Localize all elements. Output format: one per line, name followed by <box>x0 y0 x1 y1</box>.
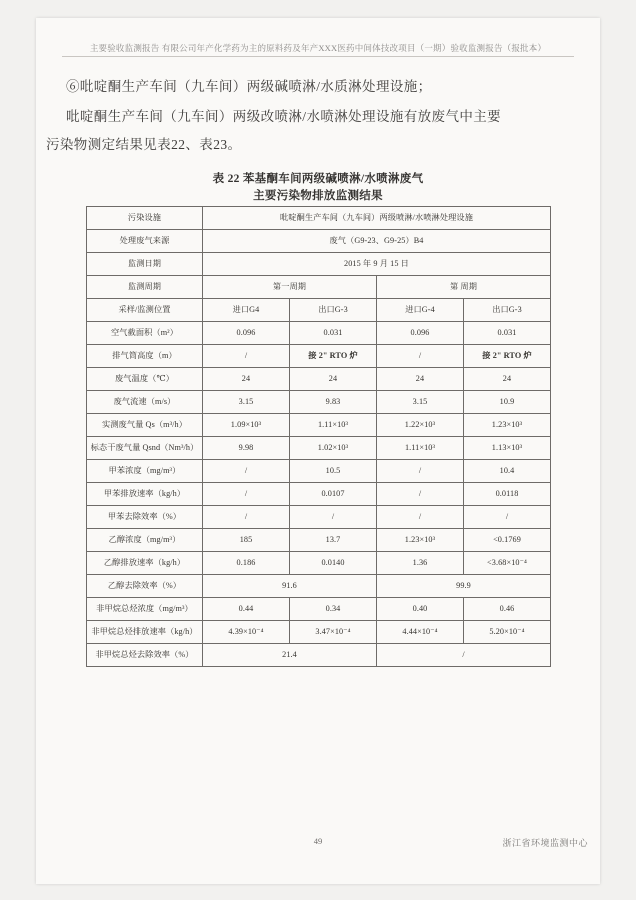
row-value: / <box>290 506 377 529</box>
table-row <box>87 644 551 667</box>
row-value: 1.09×10³ <box>203 414 290 437</box>
row-value: 第 周期 <box>377 276 551 299</box>
row-value: 3.15 <box>377 391 464 414</box>
row-value: 0.44 <box>203 598 290 621</box>
row-label: 甲苯去除效率（%） <box>87 506 203 529</box>
row-value: 0.031 <box>290 322 377 345</box>
table-row <box>87 276 551 299</box>
row-label: 废气温度（℃） <box>87 368 203 391</box>
table-row <box>87 598 551 621</box>
paragraph-1: ⑥吡啶酮生产车间（九车间）两级碱喷淋/水质淋处理设施； <box>66 79 432 94</box>
table-row <box>87 253 551 276</box>
row-value: 1.13×10³ <box>464 437 551 460</box>
row-value: / <box>377 506 464 529</box>
row-value: 3.47×10⁻⁴ <box>290 621 377 644</box>
row-value: 0.0140 <box>290 552 377 575</box>
table-row <box>87 322 551 345</box>
table-row <box>87 207 551 230</box>
row-value: / <box>203 483 290 506</box>
row-value: 13.7 <box>290 529 377 552</box>
row-label: 监测日期 <box>87 253 203 276</box>
row-value: 1.23×10³ <box>464 414 551 437</box>
paragraph-2: 吡啶酮生产车间（九车间）两级改喷淋/水喷淋处理设施有放废气中主要 <box>66 109 502 124</box>
row-label: 乙醇去除效率（%） <box>87 575 203 598</box>
table-row <box>87 621 551 644</box>
table-row <box>87 529 551 552</box>
table-row <box>87 506 551 529</box>
row-value: 4.39×10⁻⁴ <box>203 621 290 644</box>
row-label: 监测周期 <box>87 276 203 299</box>
table-row <box>87 575 551 598</box>
row-value: 99.9 <box>377 575 551 598</box>
row-label: 废气流速（m/s） <box>87 391 203 414</box>
row-label: 非甲烷总烃排放速率（kg/h） <box>87 621 203 644</box>
row-label: 乙醇排放速率（kg/h） <box>87 552 203 575</box>
row-label: 非甲烷总烃去除效率（%） <box>87 644 203 667</box>
row-value: 0.46 <box>464 598 551 621</box>
row-value: / <box>203 345 290 368</box>
row-value: 1.11×10³ <box>290 414 377 437</box>
table-row <box>87 345 551 368</box>
row-value: 0.031 <box>464 322 551 345</box>
table-row <box>87 460 551 483</box>
table-row <box>87 414 551 437</box>
row-label: 乙醇浓度（mg/m³） <box>87 529 203 552</box>
row-value: 9.83 <box>290 391 377 414</box>
row-value: / <box>464 506 551 529</box>
table-body <box>87 207 551 667</box>
row-value: 出口G-3 <box>290 299 377 322</box>
row-value: 1.11×10³ <box>377 437 464 460</box>
row-value: 24 <box>464 368 551 391</box>
row-value: 0.096 <box>377 322 464 345</box>
table-row <box>87 391 551 414</box>
header-divider <box>62 56 574 57</box>
row-label: 污染设施 <box>87 207 203 230</box>
row-value: 0.0107 <box>290 483 377 506</box>
row-value: / <box>377 460 464 483</box>
row-value: <0.1769 <box>464 529 551 552</box>
row-label: 处理废气来源 <box>87 230 203 253</box>
row-value: 9.98 <box>203 437 290 460</box>
row-value: 出口G-3 <box>464 299 551 322</box>
row-value: 接 2" RTO 炉 <box>290 345 377 368</box>
row-value: / <box>203 506 290 529</box>
page-header: 主要验收监测报告 有限公司年产化学药为主的原料药及年产XXX医药中间体技改项目（一期）验收监测报告（报批本） <box>89 43 547 53</box>
table-row <box>87 437 551 460</box>
row-value: 废气（G9-23、G9-25）B4 <box>203 230 551 253</box>
row-value: <3.68×10⁻⁴ <box>464 552 551 575</box>
row-value: 10.5 <box>290 460 377 483</box>
row-value: 3.15 <box>203 391 290 414</box>
row-value: 1.36 <box>377 552 464 575</box>
row-value: 0.0118 <box>464 483 551 506</box>
row-value: 10.9 <box>464 391 551 414</box>
table-row <box>87 552 551 575</box>
row-value: 吡啶酮生产车间（九车间）两级喷淋/水喷淋处理设施 <box>203 207 551 230</box>
row-label: 甲苯浓度（mg/m³） <box>87 460 203 483</box>
row-value: / <box>377 644 551 667</box>
row-value: 0.186 <box>203 552 290 575</box>
row-value: / <box>203 460 290 483</box>
row-value: 0.34 <box>290 598 377 621</box>
footer-organization: 浙江省环境监测中心 <box>502 838 588 848</box>
row-value: 1.23×10³ <box>377 529 464 552</box>
row-value: 10.4 <box>464 460 551 483</box>
row-value: 24 <box>290 368 377 391</box>
table-row <box>87 483 551 506</box>
row-value: 第一周期 <box>203 276 377 299</box>
row-label: 实测废气量 Qs（m³/h） <box>87 414 203 437</box>
table-subtitle: 主要污染物排放监测结果 <box>253 190 383 202</box>
row-value: 21.4 <box>203 644 377 667</box>
row-value: 24 <box>377 368 464 391</box>
row-value: 2015 年 9 月 15 日 <box>203 253 551 276</box>
row-value: 1.02×10³ <box>290 437 377 460</box>
monitoring-results-table <box>86 206 551 667</box>
row-value: 1.22×10³ <box>377 414 464 437</box>
row-value: 进口G4 <box>203 299 290 322</box>
table-title: 表 22 苯基酮车间两级碱喷淋/水喷淋废气 <box>212 173 424 185</box>
row-value: / <box>377 483 464 506</box>
row-label: 采样/监测位置 <box>87 299 203 322</box>
table-row <box>87 230 551 253</box>
row-value: 0.096 <box>203 322 290 345</box>
row-value: 5.20×10⁻⁴ <box>464 621 551 644</box>
row-value: 接 2" RTO 炉 <box>464 345 551 368</box>
row-label: 标态干废气量 Qsnd（Nm³/h） <box>87 437 203 460</box>
row-label: 非甲烷总烃浓度（mg/m³） <box>87 598 203 621</box>
row-value: 0.40 <box>377 598 464 621</box>
row-label: 排气筒高度（m） <box>87 345 203 368</box>
table-row <box>87 368 551 391</box>
page-number: 49 <box>313 836 323 846</box>
row-label: 甲苯排放速率（kg/h） <box>87 483 203 506</box>
row-label: 空气截面积（m²） <box>87 322 203 345</box>
row-value: / <box>377 345 464 368</box>
row-value: 24 <box>203 368 290 391</box>
paragraph-3: 污染物测定结果见表22、表23。 <box>46 137 242 152</box>
row-value: 进口G-4 <box>377 299 464 322</box>
row-value: 4.44×10⁻⁴ <box>377 621 464 644</box>
row-value: 185 <box>203 529 290 552</box>
row-value: 91.6 <box>203 575 377 598</box>
table-row <box>87 299 551 322</box>
